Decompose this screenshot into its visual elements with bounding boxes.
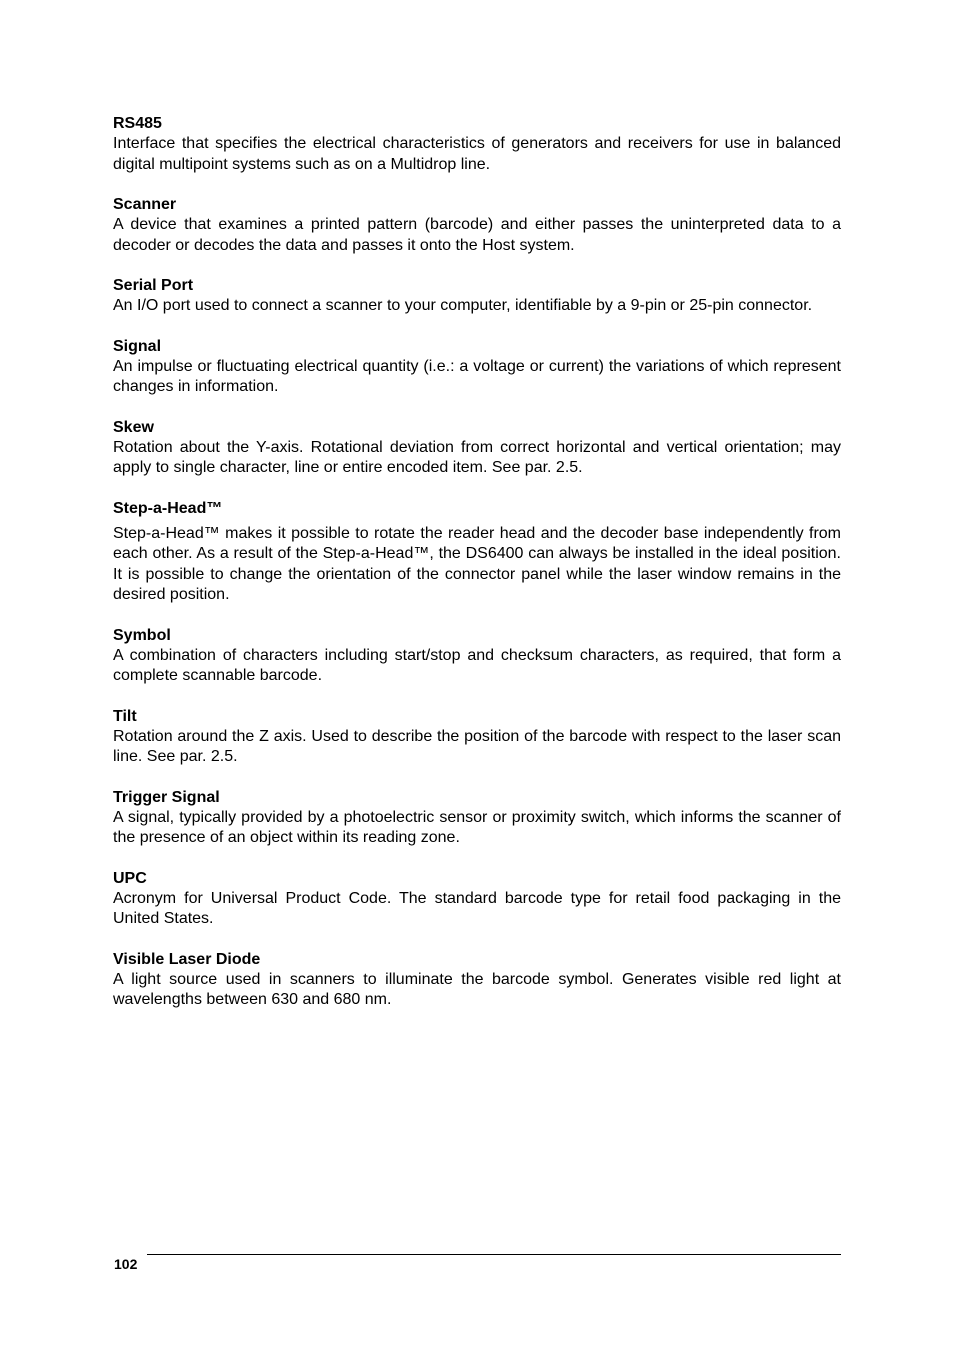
glossary-entry-upc [113, 869, 841, 930]
glossary-term: Trigger Signal [113, 788, 220, 806]
glossary-definition: Interface that specifies the electrical characteristics of generators and receivers for use in balanced digital multipoint systems such as on a Multidrop line. [113, 135, 841, 173]
glossary-definition: Rotation around the Z axis. Used to describe the position of the barcode with respect to the laser scan line. See par. 2.5. [113, 727, 841, 765]
glossary-definition: An I/O port used to connect a scanner to your computer, identifiable by a 9-pin or 25-pin connector. [113, 297, 813, 314]
glossary-term: RS485 [113, 115, 162, 132]
glossary-term: Visible Laser Diode [113, 950, 261, 968]
glossary-term: Tilt [113, 707, 137, 725]
glossary-definition: A combination of characters including start/stop and checksum characters, as required, that form a complete scannable barcode. [113, 646, 841, 684]
glossary-definition: A signal, typically provided by a photoelectric sensor or proximity switch, which informs the scanner of the presence of an object within its reading zone. [113, 808, 841, 846]
glossary-term: Signal [113, 337, 162, 355]
glossary-definition: Step-a-Head™ makes it possible to rotate the reader head and the decoder base independently from each other. As a result of the Step-a-Head™, the DS6400 can always be installed in the ideal position. It is possible to change the orientation of the connector panel while the laser window remains in the desired position. [113, 524, 841, 603]
glossary-entry-skew [113, 418, 841, 479]
glossary-entry-visible-laser-diode [113, 950, 841, 1011]
glossary-term: Step-a-Head™ [113, 499, 223, 517]
glossary-entry-rs485 [113, 114, 841, 175]
glossary-definition: Acronym for Universal Product Code. The standard barcode type for retail food packaging in the United States. [113, 889, 841, 927]
page-number: 102 [114, 1256, 138, 1272]
glossary-term: UPC [113, 869, 147, 887]
glossary-term: Serial Port [113, 277, 194, 294]
glossary-definition: An impulse or fluctuating electrical quantity (i.e.: a voltage or current) the variations of which represent changes in information. [113, 357, 841, 395]
glossary-entry-step-a-head [113, 499, 841, 606]
glossary-entry-serial-port [113, 276, 841, 317]
glossary-definition: Rotation about the Y-axis. Rotational deviation from correct horizontal and vertical orientation; may apply to single character, line or entire encoded item. See par. 2.5. [113, 438, 841, 476]
glossary-content [113, 114, 841, 1031]
glossary-term: Skew [113, 418, 154, 436]
glossary-definition: A light source used in scanners to illuminate the barcode symbol. Generates visible red light at wavelengths between 630 and 680 nm. [113, 970, 841, 1008]
glossary-entry-tilt [113, 707, 841, 768]
footer-divider [147, 1254, 841, 1255]
glossary-entry-signal [113, 337, 841, 398]
glossary-term: Scanner [113, 196, 177, 213]
glossary-entry-scanner [113, 195, 841, 256]
glossary-entry-symbol [113, 626, 841, 687]
glossary-entry-trigger-signal [113, 788, 841, 849]
glossary-definition: A device that examines a printed pattern (barcode) and either passes the uninterpreted data to a decoder or decodes the data and passes it onto the Host system. [113, 216, 841, 254]
glossary-term: Symbol [113, 626, 171, 644]
